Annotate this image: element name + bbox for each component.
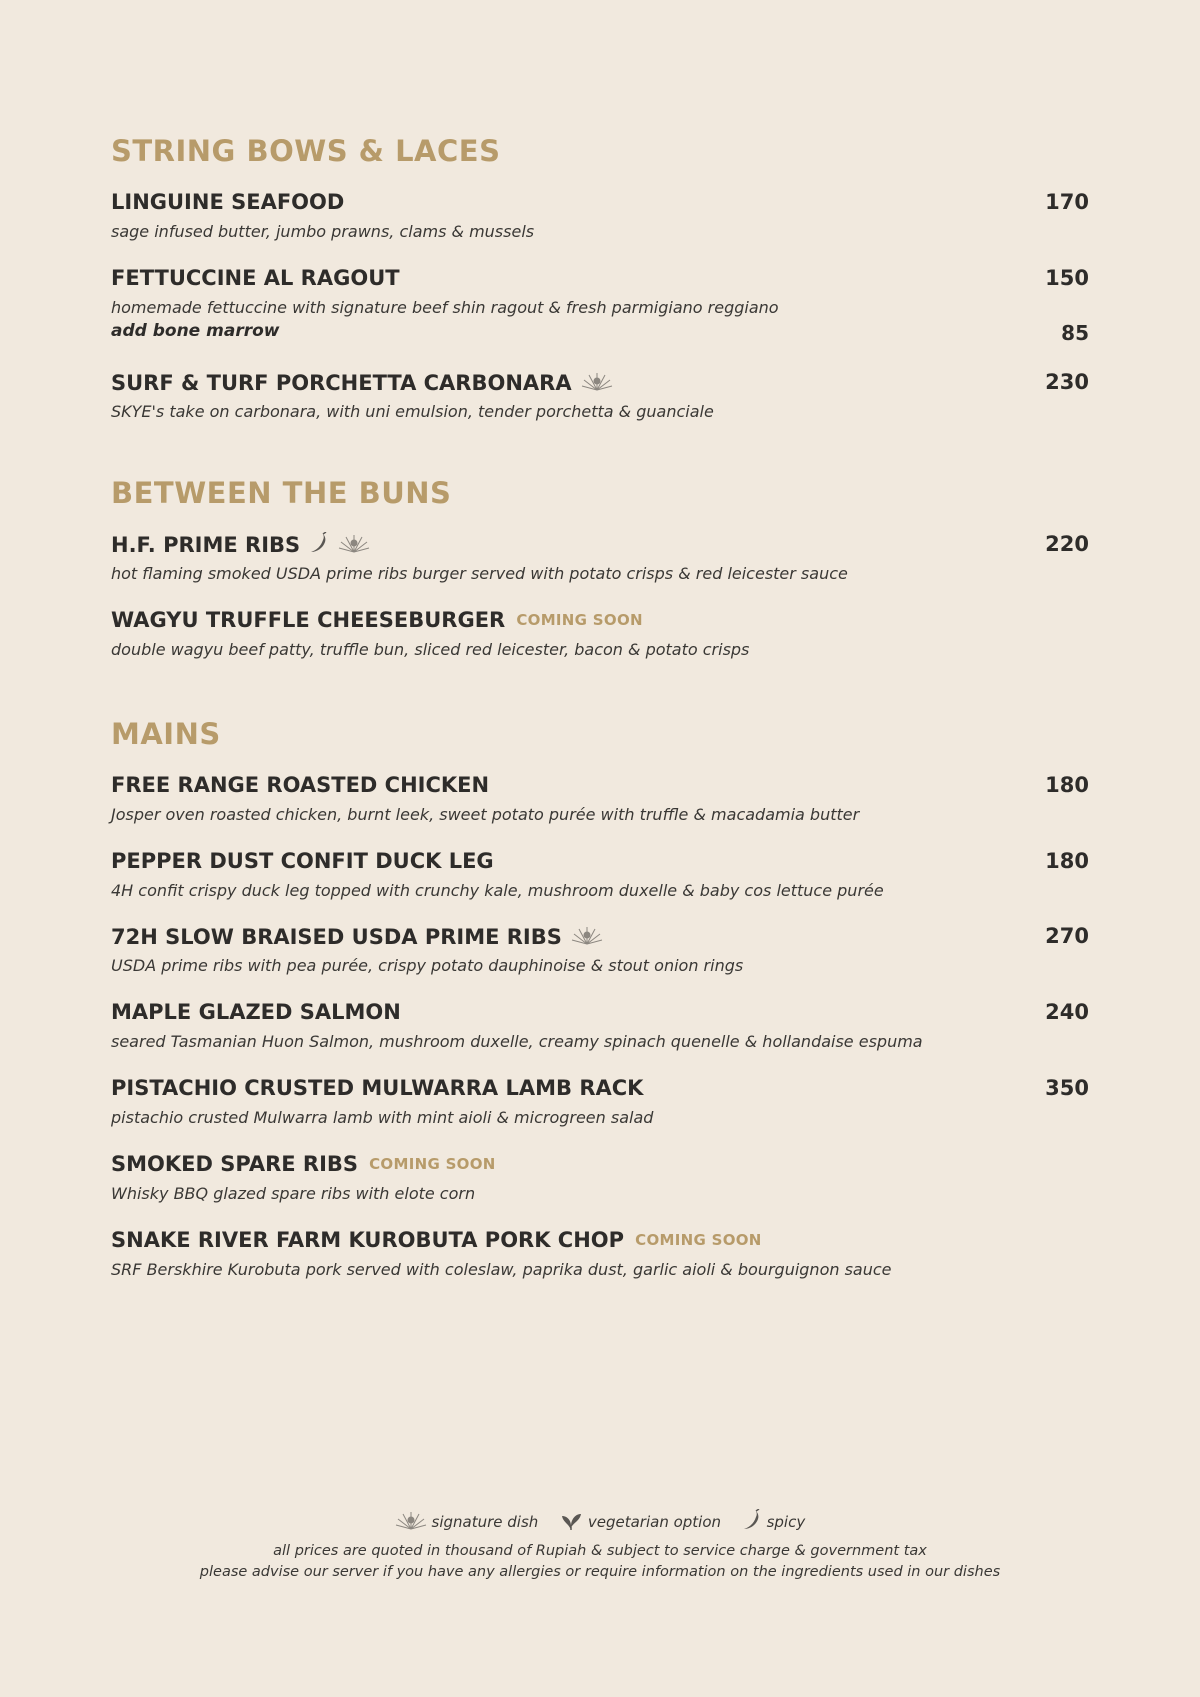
item-price: 150 bbox=[1045, 266, 1089, 290]
item-price: 270 bbox=[1045, 924, 1089, 948]
section-title-between-the-buns: BETWEEN THE BUNS bbox=[111, 476, 452, 510]
legend-spicy bbox=[742, 1509, 805, 1535]
item-name: FETTUCCINE AL RAGOUT bbox=[111, 266, 400, 290]
item-name: PEPPER DUST CONFIT DUCK LEG bbox=[111, 849, 494, 873]
menu-item bbox=[111, 1076, 1089, 1127]
coming-soon-badge: COMING SOON bbox=[369, 1155, 496, 1173]
item-description: pistachio crusted Mulwarra lamb with mint aioli & microgreen salad bbox=[111, 1108, 654, 1127]
coming-soon-badge: COMING SOON bbox=[516, 611, 643, 629]
allergy-footnote: please advise our server if you have any allergies or require information on the ingredients used in our dishes bbox=[199, 1564, 1001, 1580]
item-name: SURF & TURF PORCHETTA CARBONARA bbox=[111, 371, 572, 395]
item-description: homemade fettuccine with signature beef shin ragout & fresh parmigiano reggiano bbox=[111, 298, 779, 317]
item-description: 4H confit crispy duck leg topped with crunchy kale, mushroom duxelle & baby cos lettuce purée bbox=[111, 881, 884, 900]
menu-item bbox=[111, 608, 1089, 659]
item-name: SNAKE RIVER FARM KUROBUTA PORK CHOP bbox=[111, 1228, 625, 1252]
item-name: 72H SLOW BRAISED USDA PRIME RIBS bbox=[111, 925, 562, 949]
spicy-icon bbox=[742, 1517, 767, 1535]
item-description: sage infused butter, jumbo prawns, clams & mussels bbox=[111, 222, 535, 241]
menu-item bbox=[111, 1152, 1089, 1203]
signature-dish-icon bbox=[571, 924, 603, 950]
menu-item bbox=[111, 190, 1089, 241]
item-description: SRF Berskhire Kurobuta pork served with coleslaw, paprika dust, garlic aioli & bourguignon sauce bbox=[111, 1260, 892, 1279]
icon-legend bbox=[0, 1508, 1200, 1536]
item-price: 180 bbox=[1045, 773, 1089, 797]
menu-item bbox=[111, 849, 1089, 900]
item-description: SKYE's take on carbonara, with uni emulsion, tender porchetta & guanciale bbox=[111, 402, 714, 421]
menu-item bbox=[111, 532, 1089, 583]
item-description: USDA prime ribs with pea purée, crispy potato dauphinoise & stout onion rings bbox=[111, 956, 744, 975]
legend-signature-label: signature dish bbox=[431, 1513, 539, 1531]
section-title-mains: MAINS bbox=[111, 717, 221, 751]
item-name: WAGYU TRUFFLE CHEESEBURGER bbox=[111, 608, 506, 632]
addon-row bbox=[111, 321, 1089, 347]
signature-dish-icon bbox=[338, 532, 370, 558]
menu-item bbox=[111, 924, 1089, 975]
pricing-footnote: all prices are quoted in thousand of Rupiah & subject to service charge & government tax bbox=[273, 1543, 927, 1559]
item-description: double wagyu beef patty, truffle bun, sliced red leicester, bacon & potato crisps bbox=[111, 640, 750, 659]
item-name: PISTACHIO CRUSTED MULWARRA LAMB RACK bbox=[111, 1076, 644, 1100]
legend-signature bbox=[395, 1509, 539, 1535]
item-name: MAPLE GLAZED SALMON bbox=[111, 1000, 401, 1024]
item-description: Whisky BBQ glazed spare ribs with elote corn bbox=[111, 1184, 476, 1203]
item-price: 350 bbox=[1045, 1076, 1089, 1100]
coming-soon-badge: COMING SOON bbox=[635, 1231, 762, 1249]
section-title-string-bows: STRING BOWS & LACES bbox=[111, 134, 501, 168]
item-description: seared Tasmanian Huon Salmon, mushroom duxelle, creamy spinach quenelle & hollandaise espuma bbox=[111, 1032, 923, 1051]
item-price: 180 bbox=[1045, 849, 1089, 873]
addon-price: 85 bbox=[1061, 321, 1089, 345]
legend-spicy-label: spicy bbox=[766, 1513, 806, 1531]
legend-vegetarian-label: vegetarian option bbox=[587, 1513, 722, 1531]
item-name: H.F. PRIME RIBS bbox=[111, 533, 301, 557]
vegetarian-leaf-icon bbox=[559, 1518, 588, 1536]
signature-dish-icon bbox=[581, 370, 613, 396]
item-price: 230 bbox=[1045, 370, 1089, 394]
menu-item bbox=[111, 1228, 1089, 1279]
menu-item bbox=[111, 266, 1089, 347]
item-name: LINGUINE SEAFOOD bbox=[111, 190, 345, 214]
legend-vegetarian bbox=[559, 1508, 721, 1536]
spicy-icon bbox=[309, 532, 329, 558]
menu-item bbox=[111, 773, 1089, 824]
menu-item bbox=[111, 1000, 1089, 1051]
item-name: FREE RANGE ROASTED CHICKEN bbox=[111, 773, 490, 797]
item-price: 170 bbox=[1045, 190, 1089, 214]
item-price: 220 bbox=[1045, 532, 1089, 556]
addon-label: add bone marrow bbox=[111, 321, 280, 341]
item-description: Josper oven roasted chicken, burnt leek, sweet potato purée with truffle & macadamia butter bbox=[111, 805, 860, 824]
item-price: 240 bbox=[1045, 1000, 1089, 1024]
item-name: SMOKED SPARE RIBS bbox=[111, 1152, 359, 1176]
signature-dish-icon bbox=[395, 1517, 432, 1535]
item-description: hot flaming smoked USDA prime ribs burger served with potato crisps & red leicester sauce bbox=[111, 564, 848, 583]
menu-item bbox=[111, 370, 1089, 421]
